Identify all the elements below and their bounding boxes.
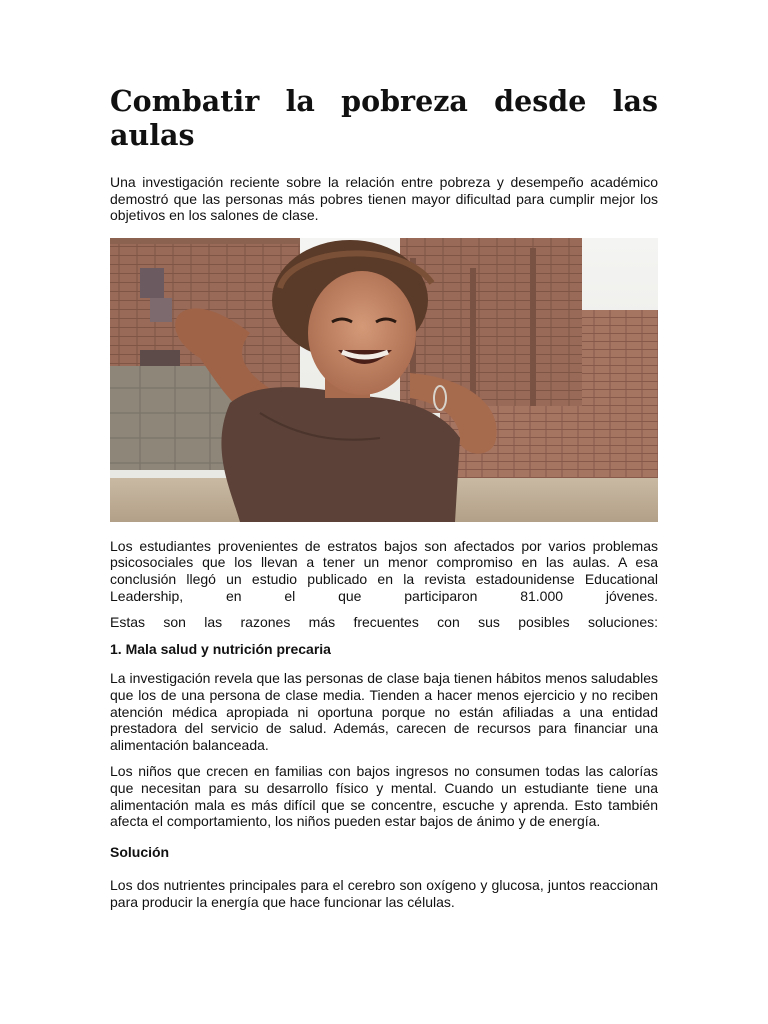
paragraph-estudiantes: Los estudiantes provenientes de estratos bajos son afectados por varios problemas psicosociales que los llevan a tener un menor compromiso en las aulas. A esa conclusión llegó un estudio publicado en la revista estadounidense Educational Leadership, en el que participaron 81.000 jóvenes. bbox=[110, 537, 658, 604]
article-title: Combatir la pobreza desde las aulas bbox=[110, 84, 658, 152]
article-body bbox=[110, 84, 658, 920]
paragraph-investigacion: La investigación revela que las personas de clase baja tienen hábitos menos saludables que los de una persona de clase media. Tienden a hacer menos ejercicio y no reciben atención médica apropiada ni oportuna porque no están afiliadas a una entidad prestadora del servicio de salud. Además, carecen de recursos para financiar una alimentación balanceada. bbox=[110, 670, 658, 753]
smiling-child-photo bbox=[110, 238, 658, 522]
paragraph-ninos: Los niños que crecen en familias con bajos ingresos no consumen todas las calorías que necesitan para su desarrollo físico y mental. Cuando un estudiante tiene una alimentación mala es más difícil que se concentre, escuche y aprenda. Esto también afecta el comportamiento, los niños pueden estar bajos de ánimo y de energía. bbox=[110, 763, 658, 830]
paragraph-razones: Estas son las razones más frecuentes con sus posibles soluciones: bbox=[110, 614, 658, 631]
paragraph-nutrientes: Los dos nutrientes principales para el cerebro son oxígeno y glucosa, juntos reaccionan para producir la energía que hace funcionar las células. bbox=[110, 877, 658, 910]
section-heading-solucion: Solución bbox=[110, 843, 170, 860]
section-heading-salud: 1. Mala salud y nutrición precaria bbox=[110, 640, 331, 657]
intro-paragraph: Una investigación reciente sobre la relación entre pobreza y desempeño académico demostró que las personas más pobres tienen mayor dificultad para cumplir mejor los objetivos en los salones de clase. bbox=[110, 174, 658, 224]
